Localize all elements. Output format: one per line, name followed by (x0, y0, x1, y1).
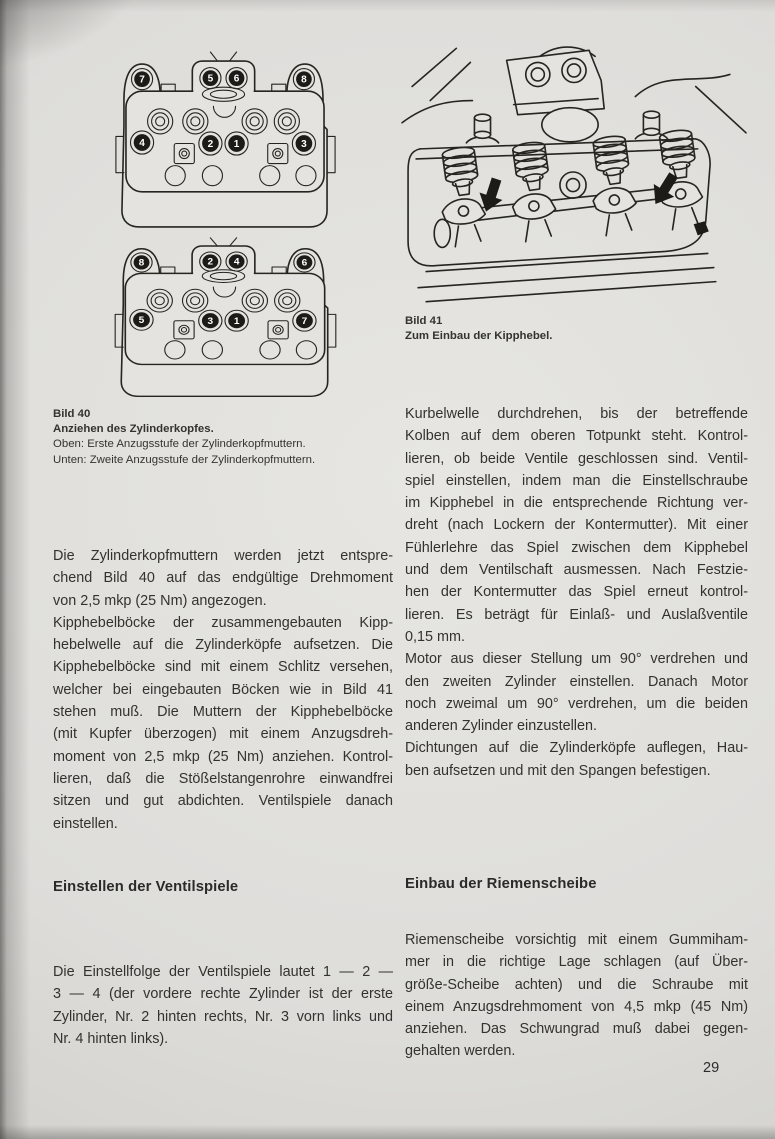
bolt-number: 8 (301, 74, 307, 86)
caption-line-unten: Unten: Zweite Anzugsstufe der Zylinderkopfmuttern. (53, 453, 316, 466)
bolt-number: 6 (301, 258, 308, 269)
figure-title: Zum Einbau der Kipphebel. (405, 330, 553, 343)
bolt-number: 1 (233, 316, 240, 327)
bolt-number: 5 (138, 315, 145, 326)
cylinder-head-torque-diagram-stage1 (112, 50, 340, 236)
left-column-body-2: Die Einstellfolge der Ventilspiele lautet 1 — 2 — 3 — 4 (der vordere rechte Zylinder ist der erste Zylinder, Nr. 2 hinten rechts, Nr. 3 vorn links und Nr. 4 hinten links). (53, 964, 393, 1047)
figure-label: Bild 40 (53, 408, 91, 420)
bolt-number: 5 (207, 73, 214, 85)
left-column-body: Die Zylinderkopfmuttern werden jetzt entspre- chend Bild 40 auf das endgültige Drehmoment von 2,5 mkp (25 Nm) angezogen. Kipphebelböcke der zusammengebauten Kipp- hebelwelle auf die Zylinderköpfe aufsetzen. Die Kipphebelböcke sind mit einem Schlitz versehen, welcher bei eingebauten Böcken wie in Bild 41 stehen muß. Die Muttern der Kipphebelböcke (mit Kupfer überzogen) mit einem Anzugsdreh- moment von 2,5 mkp (25 Nm) anziehen. Kontrol- lieren, daß die Stößelstangenrohre einwandfrei sitzen und gut abdichten. Ventilspiele danach einstellen. (53, 548, 393, 832)
bild41-illustration (396, 34, 750, 308)
cylinder-head-torque-diagram-stage2 (112, 236, 340, 404)
bolt-number: 8 (138, 258, 145, 269)
bild40-second-stage-diagram (112, 236, 340, 406)
caption-line-oben: Oben: Erste Anzugsstufe der Zylinderkopfmuttern. (53, 438, 306, 451)
bolt-number: 2 (207, 257, 214, 268)
figure-label: Bild 41 (405, 315, 443, 327)
bolt-number: 4 (233, 257, 240, 268)
right-column-body-2: Riemenscheibe vorsichtig mit einem Gummiham- mer in die richtige Lage schlagen (auf Über- größe-Scheibe achten) und die Schraube mit einem Anzugsdrehmoment von 4,5 mkp (45 Nm) anziehen. Das Schwungrad muß dabei gegen- gehalten werden. (405, 932, 748, 1060)
rocker-arm-installation-drawing (396, 34, 750, 308)
page-number: 29 (703, 1060, 720, 1076)
right-column-body: Kurbelwelle durchdrehen, bis der betreffende Kolben auf dem oberen Totpunkt steht. Kontrol- lieren, ob beide Ventile geschlossen sind. Ventil- spiel einstellen, indem man die Einstellschraube im Kipphebel in die entsprechende Richtung ver- dreht (nach Lockern der Kontermutter). Mit einer Fühlerlehre das Spiel zwischen dem Kipphebel und dem Ventilschaft ausmessen. Nach Festzie- hen der Kontermutter das Spiel erneut kontrol- lieren. Es beträgt für Einlaß- und Auslaßventile 0,15 mm. Motor aus dieser Stellung um 90° verdrehen und den zweiten Zylinder einstellen. Danach Motor noch zweimal um 90° verdrehen, um die beiden anderen Zylinder einzustellen. Dichtungen auf die Zylinderköpfe auflegen, Hau- ben aufsetzen und mit den Spangen befestigen. (405, 406, 748, 779)
bolt-number: 7 (301, 316, 308, 327)
bild40-first-stage-diagram (112, 50, 340, 236)
bolt-number: 7 (139, 74, 145, 86)
figure-title: Anziehen des Zylinderkopfes. (53, 423, 214, 436)
bolt-number: 3 (301, 139, 307, 151)
left-column-heading: Einstellen der Ventilspiele (53, 879, 239, 895)
right-column-heading: Einbau der Riemenscheibe (405, 876, 597, 892)
bolt-number: 2 (207, 139, 214, 151)
bolt-number: 3 (207, 316, 214, 327)
bild41-caption (405, 314, 745, 344)
bolt-number: 4 (139, 138, 145, 150)
bolt-number: 6 (233, 73, 240, 85)
bolt-number: 1 (233, 139, 240, 151)
bild40-caption (53, 407, 393, 468)
